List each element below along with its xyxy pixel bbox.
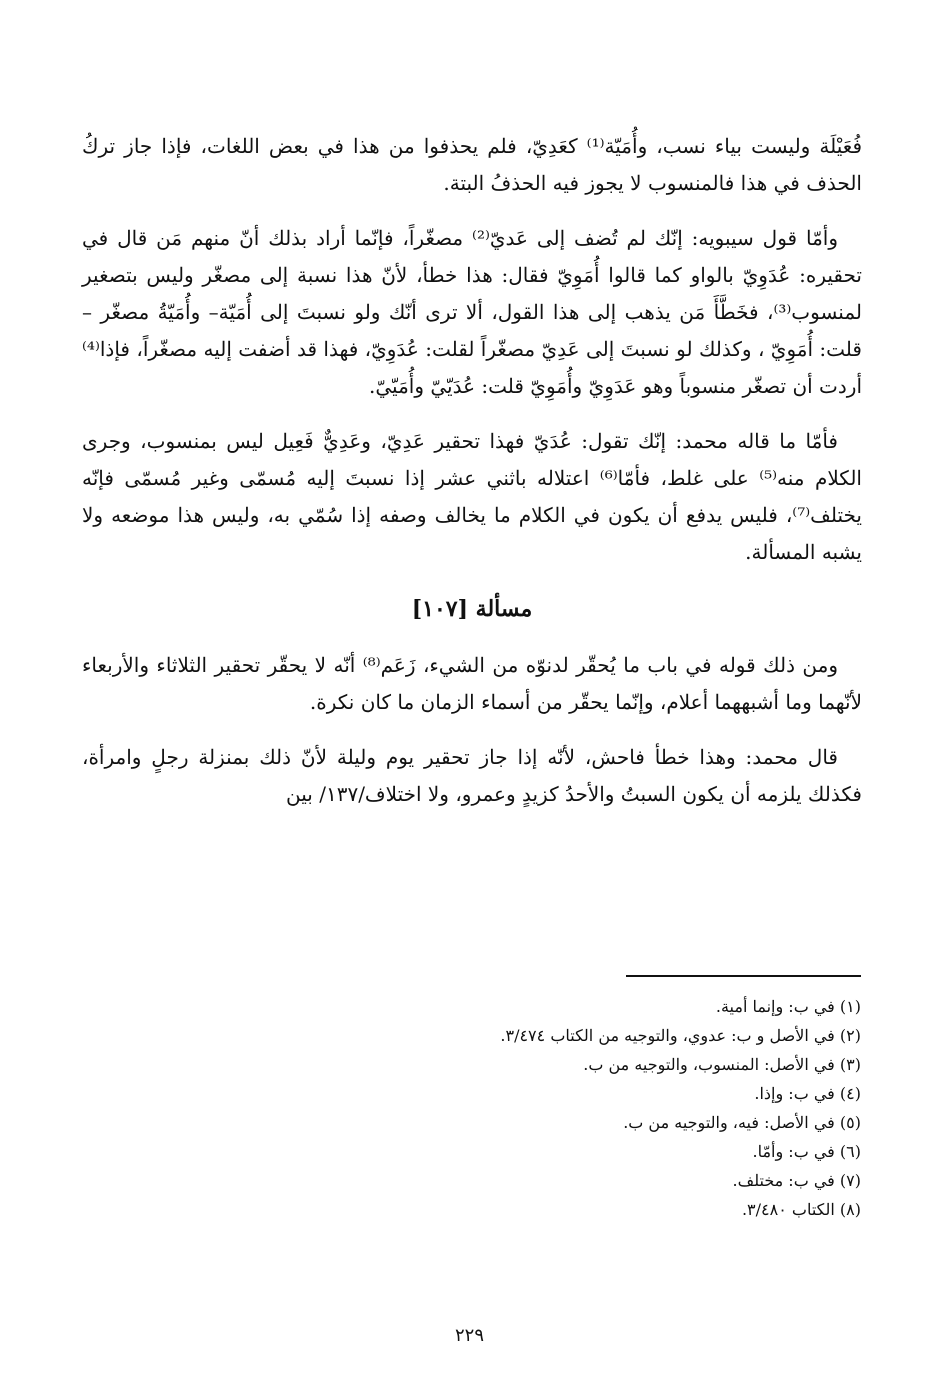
footnote-2: (٢) في الأصل و ب: عدوي، والتوجيه من الكتاب ٣/٤٧٤. — [500, 1026, 861, 1045]
footnote-4: (٤) في ب: وإذا. — [754, 1084, 861, 1103]
paragraph-3: فأمّا ما قاله محمد: إنّك تقول: عُدَيّ فهذا تحقير عَدِيّ، وعَدِيٌّ فَعِيل ليس بمنسوب، وجرى الكلام منه⁽⁵⁾ على غلط، فأمّا⁽⁶⁾ اعتلاله باثني عشر إذا نسبتَ إليه مُسمّى وغير مُسمّى فإنّه يختلف⁽⁷⁾، فليس يدفع أن يكون في الكلام ما يخالف وصفه إذا سُمّي به، وليس هذا موضعه ولا يشبه المسألة. — [82, 429, 862, 564]
section-heading: مسألة [١٠٧] — [411, 596, 533, 622]
footnote-8: (٨) الكتاب ٣/٤٨٠. — [741, 1200, 861, 1219]
page-number: ٢٢٩ — [454, 1325, 484, 1346]
footnote-divider — [626, 975, 861, 977]
main-text — [82, 128, 862, 831]
footnote-1: (١) في ب: وإنما أمية. — [715, 997, 861, 1016]
paragraph-4: ومن ذلك قوله في باب ما يُحقّر لدنوّه من الشيء، زَعَم⁽⁸⁾ أنّه لا يحقّر تحقير الثلاثاء والأربعاء لأنّهما وما أشبههما أعلام، وإنّما يحقّر من أسماء الزمان ما كان نكرة. — [82, 653, 862, 714]
paragraph-5: قال محمد: وهذا خطأ فاحش، لأنّه إذا جاز تحقير يوم وليلة لأنّ ذلك بمنزلة رجلٍ وامرأة، فكذلك يلزمه أن يكون السبتُ والأحدُ كزيدٍ وعمرو، ولا اختلاف/١٣٧/ بين — [82, 745, 862, 806]
footnote-3: (٣) في الأصل: المنسوب، والتوجيه من ب. — [583, 1055, 861, 1074]
paragraph-1: فُعَيْلَة وليست بياء نسب، وأُمَيّة⁽¹⁾ كعَدِيّ، فلم يحذفوا من هذا في بعض اللغات، فإذا جاز تركُ الحذف في هذا فالمنسوب لا يجوز فيه الحذفُ البتة. — [82, 134, 863, 195]
footnote-5: (٥) في الأصل: فيه، والتوجيه من ب. — [623, 1113, 861, 1132]
footnotes-list — [341, 992, 861, 1224]
footnote-7: (٧) في ب: مختلف. — [732, 1171, 861, 1190]
paragraph-2: وأمّا قول سيبويه: إنّك لم تُضف إلى عَديّ⁽²⁾ مصغّراً، فإنّما أراد بذلك أنّ منهم مَن قال في تحقيره: عُدَوِيّ بالواو كما قالوا أُمَوِيّ فقال: هذا خطأ، لأنّ هذا نسبة إلى مصغّر وليس بتصغير لمنسوب⁽³⁾، فخَطَّأَ مَن يذهب إلى هذا القول، ألا ترى أنّك ولو نسبتَ إلى أُمَيّة– وأُمَيّةُ مصغّر – قلت: أُمَوِيّ ، وكذلك لو نسبتَ إلى عَدِيّ مصغّراً لقلت: عُدَوِيّ، فهذا قد أضفت إليه مصغّراً، فإذا⁽⁴⁾ أردت أن تصغّر منسوباً وهو عَدَوِيّ وأُمَوِيّ قلت: عُدَيّيّ وأُمَيّيّ. — [82, 226, 862, 398]
footnote-6: (٦) في ب: وأمّا. — [752, 1142, 861, 1161]
